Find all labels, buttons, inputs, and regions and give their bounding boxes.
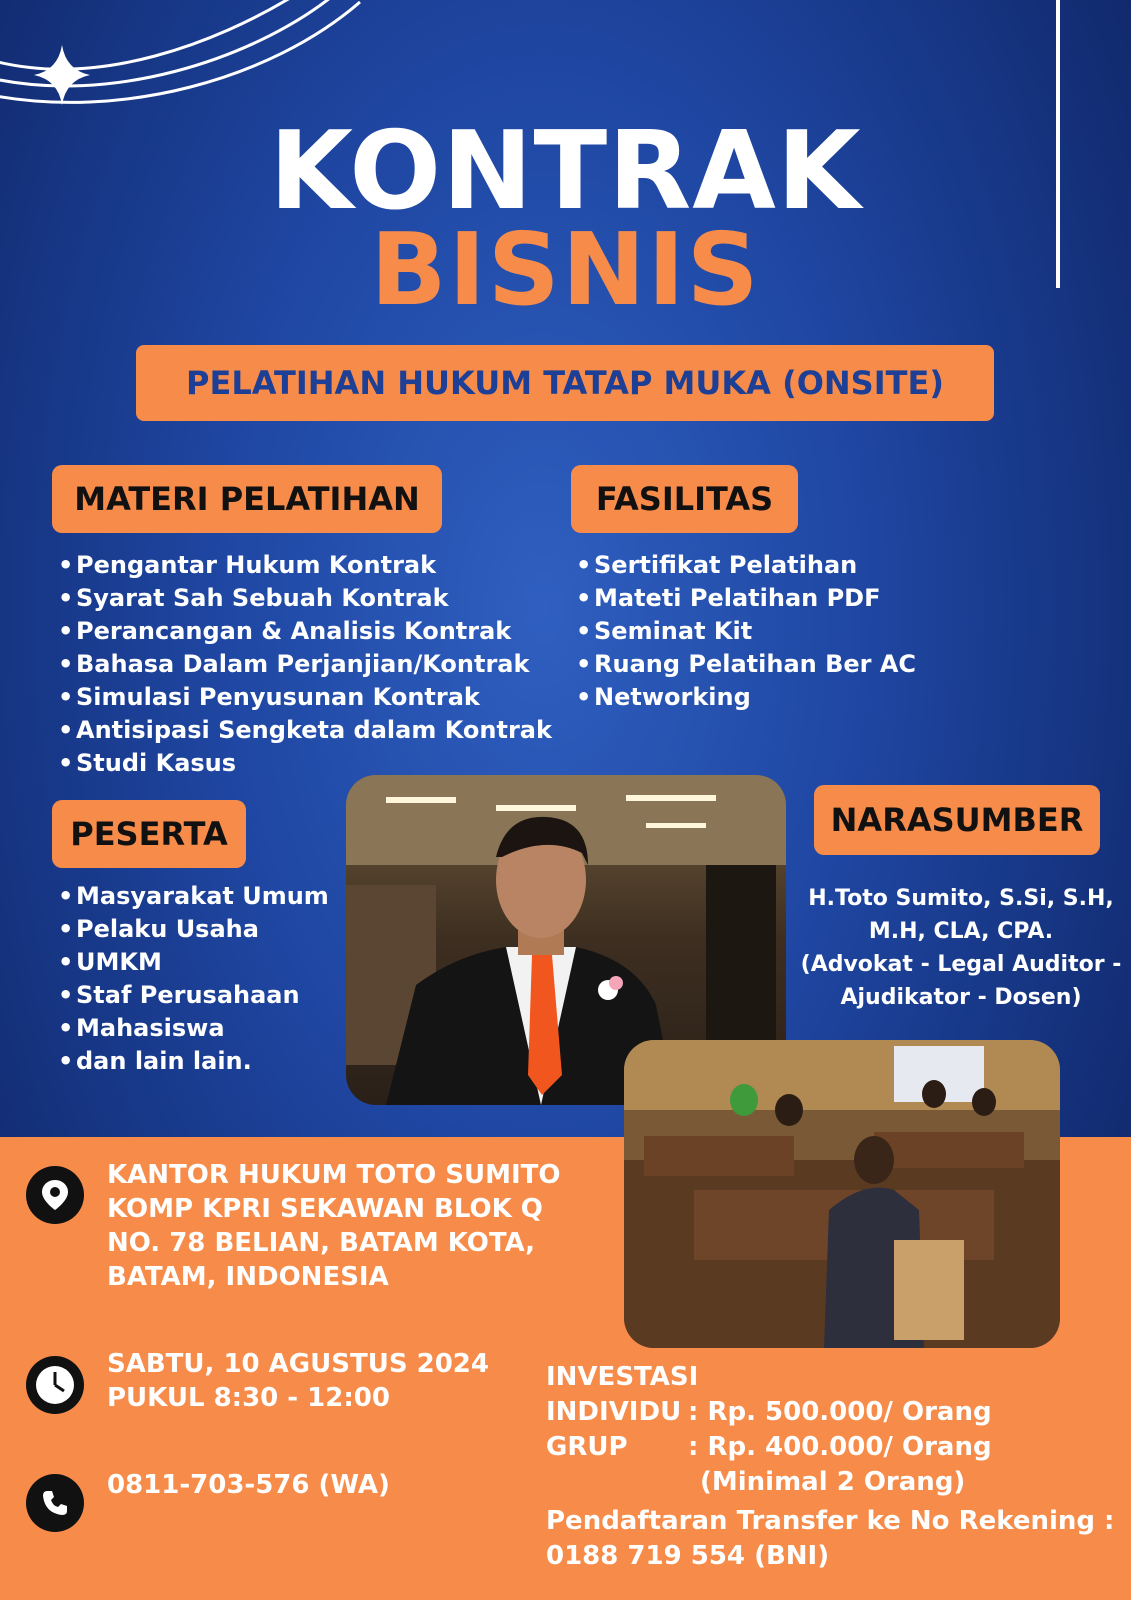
classroom-photo (624, 1040, 1060, 1348)
address-line: KANTOR HUKUM TOTO SUMITO (107, 1160, 561, 1190)
narasumber-line: H.Toto Sumito, S.Si, S.H, (808, 886, 1114, 911)
list-item: • Bahasa Dalam Perjanjian/Kontrak (58, 648, 552, 681)
list-item: • Syarat Sah Sebuah Kontrak (58, 582, 552, 615)
address-line: NO. 78 BELIAN, BATAM KOTA, (107, 1228, 536, 1258)
investasi-heading: INVESTASI (546, 1362, 699, 1392)
list-item: • Antisipasi Sengketa dalam Kontrak (58, 714, 552, 747)
contact-phone[interactable]: 0811-703-576 (WA) (107, 1470, 390, 1500)
list-item: • dan lain lain. (58, 1045, 329, 1078)
list-item: • Perancangan & Analisis Kontrak (58, 615, 552, 648)
materi-heading: MATERI PELATIHAN (52, 465, 442, 533)
list-item: • Pengantar Hukum Kontrak (58, 549, 552, 582)
schedule-date: SABTU, 10 AGUSTUS 2024 (107, 1349, 489, 1379)
peserta-list (58, 880, 329, 1078)
narasumber-description (796, 882, 1126, 1014)
clock-icon (26, 1356, 84, 1414)
list-item: • Studi Kasus (58, 747, 552, 780)
schedule-info (107, 1347, 489, 1415)
list-item: • Mateti Pelatihan PDF (576, 582, 916, 615)
address-line: BATAM, INDONESIA (107, 1262, 389, 1292)
individu-price: : Rp. 500.000/ Orang (688, 1397, 992, 1427)
grup-label: GRUP (546, 1432, 628, 1462)
list-item: • Sertifikat Pelatihan (576, 549, 916, 582)
schedule-time: PUKUL 8:30 - 12:00 (107, 1383, 390, 1413)
list-item: • Seminat Kit (576, 615, 916, 648)
sparkle-icon (34, 45, 90, 105)
individu-label: INDIVIDU (546, 1397, 682, 1427)
narasumber-line: Ajudikator - Dosen) (840, 985, 1082, 1010)
location-address (107, 1158, 561, 1294)
bank-account: 0188 719 554 (BNI) (546, 1541, 830, 1571)
grup-price: : Rp. 400.000/ Orang (688, 1432, 992, 1462)
title-bisnis: BISNIS (370, 211, 761, 328)
list-item: • Staf Perusahaan (58, 979, 329, 1012)
peserta-heading: PESERTA (52, 800, 246, 868)
phone-icon[interactable] (26, 1474, 84, 1532)
narasumber-line: M.H, CLA, CPA. (868, 919, 1054, 944)
address-line: KOMP KPRI SEKAWAN BLOK Q (107, 1194, 543, 1224)
list-item: • Pelaku Usaha (58, 913, 329, 946)
narasumber-line: (Advokat - Legal Auditor - (800, 952, 1122, 977)
investasi-grup-row (546, 1430, 1114, 1465)
list-item: • Masyarakat Umum (58, 880, 329, 913)
materi-list (58, 549, 552, 780)
list-item: • Networking (576, 681, 916, 714)
list-item: • Mahasiswa (58, 1012, 329, 1045)
transfer-label: Pendaftaran Transfer ke No Rekening : (546, 1506, 1115, 1536)
fasilitas-list (576, 549, 916, 714)
title-kontrak: KONTRAK (269, 109, 862, 234)
investasi-individu-row (546, 1395, 1114, 1430)
subtitle-banner: PELATIHAN HUKUM TATAP MUKA (ONSITE) (136, 345, 994, 421)
narasumber-heading: NARASUMBER (814, 785, 1100, 855)
investasi-block (546, 1360, 1114, 1574)
list-item: • Ruang Pelatihan Ber AC (576, 648, 916, 681)
list-item: • UMKM (58, 946, 329, 979)
location-pin-icon (26, 1166, 84, 1224)
grup-note: (Minimal 2 Orang) (700, 1467, 966, 1497)
fasilitas-heading: FASILITAS (571, 465, 798, 533)
list-item: • Simulasi Penyusunan Kontrak (58, 681, 552, 714)
